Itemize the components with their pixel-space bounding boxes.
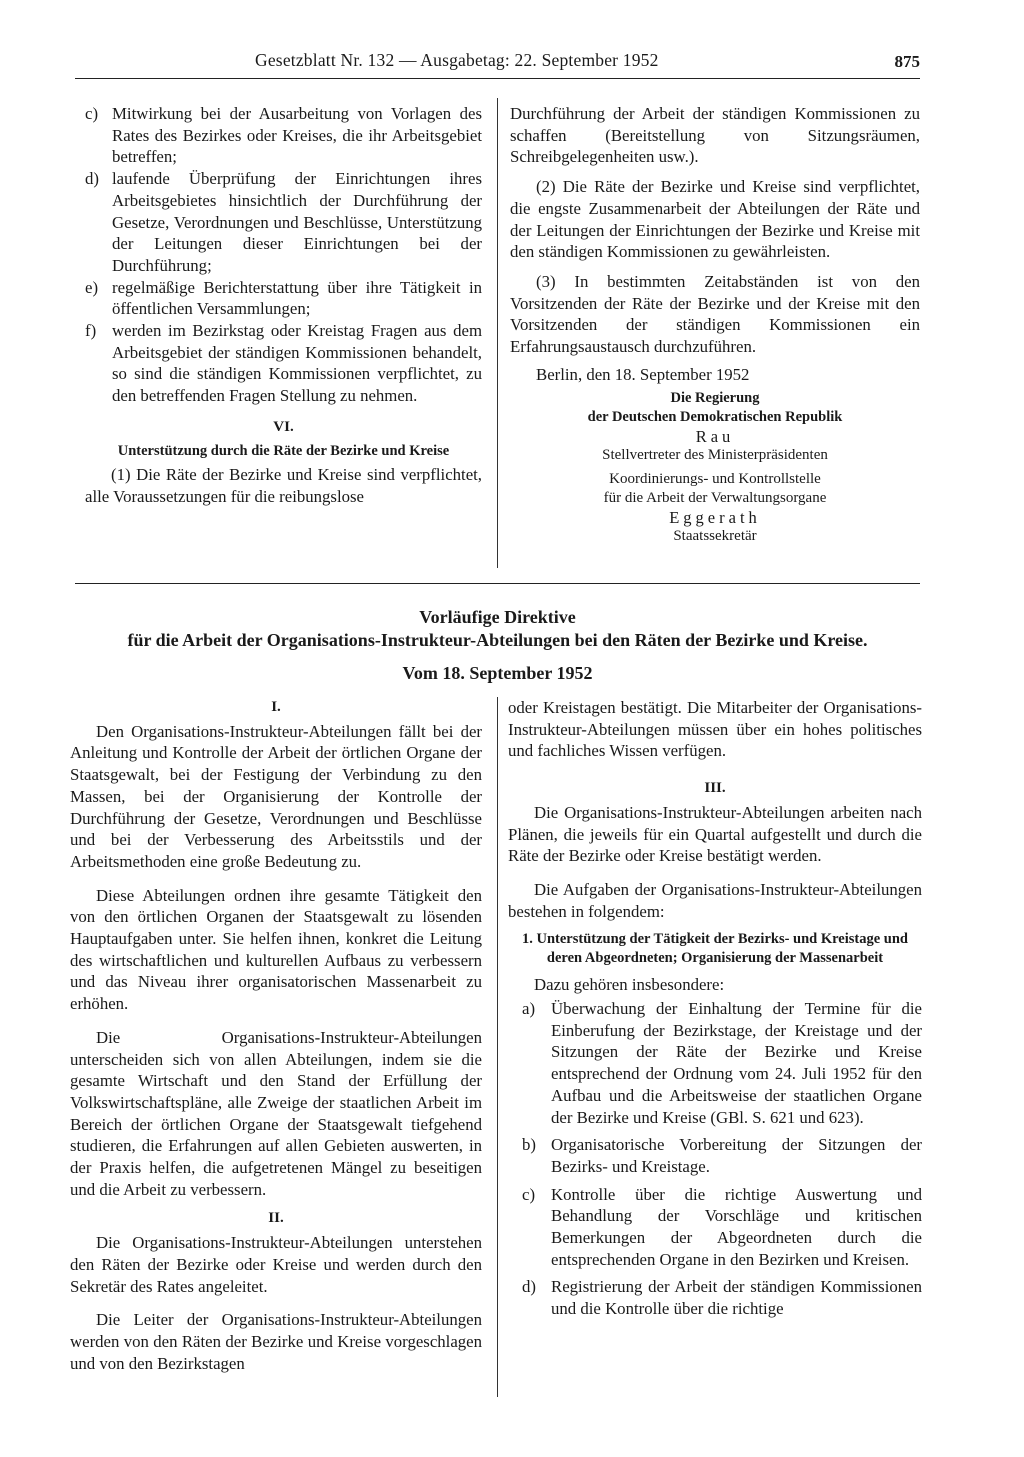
- column-divider: [497, 98, 498, 568]
- list-item: c) Kontrolle über die richtige Auswertung und Behandlung der Vorschläge und kritischen Bemerkungen der Abgeordneten durch die entsprechenden Organe in den Bezirken und Kreisen.: [522, 1184, 922, 1269]
- paragraph: Diese Abteilungen ordnen ihre gesamte Tätigkeit den von den örtlichen Organen der Staatsgewalt zu lösenden Hauptaufgaben unter. Sie helfen ihnen, konkret die Leitung des wirtschaftlichen und kulturellen Aufbaus zu verbessern und das Niveau ihrer organisatorischen Massenarbeit zu erhöhen.: [70, 885, 482, 1014]
- column-divider: [497, 697, 498, 1397]
- section-number-iii: III.: [704, 780, 726, 797]
- signature-org: Die Regierung: [670, 390, 760, 407]
- section-number-ii: II.: [268, 1210, 284, 1227]
- paragraph: Dazu gehören insbesondere:: [534, 975, 725, 995]
- section-rule: [75, 583, 920, 584]
- list-item: d) Registrierung der Arbeit der ständigen Kommissionen und die Kontrolle über die richtige: [522, 1277, 922, 1319]
- paragraph: Den Organisations-Instrukteur-Abteilungen fällt bei der Anleitung und Kontrolle der Arbeit der örtlichen Organe der Staatsgewalt, bei der Festigung der Verbindung zu den Massen, bei der Organisierung der Kontrolle der Durchführung der Gesetze, Verordnungen und Beschlüsse und bei der Verbesserung des Arbeitsstils und der Arbeitsmethoden eine große Bedeutung zu.: [70, 721, 482, 871]
- top-left-column: [85, 103, 482, 508]
- header-title: Gesetzblatt Nr. 132 — Ausgabetag: 22. September 1952: [255, 50, 659, 70]
- subsection-heading: 1. Unterstützung der Tätigkeit der Bezirks- und Kreistage und deren Abgeordneten; Organisierung der Massenarbeit: [521, 931, 908, 967]
- directive-title: Vorläufige Direktive für die Arbeit der Organisations-Instrukteur-Abteilungen bei den Räten der Bezirke und Kreise. Vom 18. September 1952: [127, 607, 868, 683]
- bottom-right-column: [508, 697, 922, 1320]
- section-number-vi: VI.: [273, 418, 294, 435]
- paragraph: (1) Die Räte der Bezirke und Kreise sind verpflichtet, alle Voraussetzungen für die reibungslose: [85, 465, 482, 506]
- section-title-vi: Unterstützung durch die Räte der Bezirke und Kreise: [117, 442, 450, 459]
- list-item: a) Überwachung der Einhaltung der Termine für die Einberufung der Bezirkstage, der Kreistage und der Sitzungen der Räte der Bezirke und Kreise entsprechend der Ordnung vom 24. Juli 1952 für den Aufbau und die Arbeitsweise der staatlichen Organe der Bezirke und Kreise (GBl. S. 621 und 623).: [522, 999, 922, 1127]
- signature-org: der Deutschen Demokratischen Republik: [587, 409, 843, 426]
- signature-office: Koordinierungs- und Kontrollstelle: [609, 471, 821, 488]
- paragraph: Die Organisations-Instrukteur-Abteilungen arbeiten nach Plänen, die jeweils für ein Quartal aufgestellt und durch die Räte der Bezirke oder Kreise bestätigt werden.: [508, 802, 922, 866]
- bottom-left-column: [70, 697, 482, 1374]
- list-item: f) werden im Bezirkstag oder Kreistag Fragen aus dem Arbeitsgebiet der ständigen Kommissionen behandelt, so sind die ständigen Kommissionen verpflichtet, zu den betreffenden Fragen Stellung zu nehmen.: [85, 321, 482, 406]
- page-number: 875: [894, 52, 920, 71]
- signature-role: Stellvertreter des Ministerpräsidenten: [602, 447, 828, 464]
- signature-name: Rau: [695, 427, 735, 447]
- paragraph: Die Organisations-Instrukteur-Abteilungen unterscheiden sich von allen Abteilungen, indem sie die gesamte Wirtschaft und den Stand der Erfüllung der Volkswirtschaftspläne, alle Zweige der staatlichen Arbeit im Bereich der örtlichen Organe der Staatsgewalt tiefgehend studieren, die Erfahrungen auf allen Gebieten auswerten, in der Praxis helfen, die aufgetretenen Mängel zu beseitigen und die Arbeit zu verbessern.: [70, 1027, 482, 1199]
- paragraph: Die Organisations-Instrukteur-Abteilungen unterstehen den Räten der Bezirke oder Kreise und werden durch den Sekretär des Rates angeleitet.: [70, 1233, 482, 1296]
- page-header: [75, 50, 920, 78]
- signature-name: Eggerath: [669, 508, 761, 528]
- signature-office: für die Arbeit der Verwaltungsorgane: [603, 490, 827, 507]
- top-right-column: [510, 103, 920, 546]
- section-number-i: I.: [271, 699, 281, 715]
- list-item: c) Mitwirkung bei der Ausarbeitung von Vorlagen des Rates des Bezirkes oder Kreises, die ihr Arbeitsgebiet betreffen;: [85, 104, 482, 167]
- paragraph: (3) In bestimmten Zeitabständen ist von den Vorsitzenden der Räte der Bezirke und der Kreise mit den Vorsitzenden der ständigen Kommissionen ein Erfahrungsaustausch durchzuführen.: [510, 271, 920, 357]
- paragraph: oder Kreistagen bestätigt. Die Mitarbeiter der Organisations-Instrukteur-Abteilungen müssen über ein hohes politisches und fachliches Wissen verfügen.: [508, 698, 922, 761]
- list-item: b) Organisatorische Vorbereitung der Sitzungen der Bezirks- und Kreistage.: [522, 1135, 922, 1176]
- paragraph: (2) Die Räte der Bezirke und Kreise sind verpflichtet, die engste Zusammenarbeit der Abteilungen der Räte und der Leitungen der Einrichtungen der Bezirke und Kreise mit den ständigen Kommissionen zu gewährleisten.: [510, 177, 920, 262]
- paragraph: Die Aufgaben der Organisations-Instrukteur-Abteilungen bestehen in folgendem:: [508, 879, 922, 921]
- list-item: d) laufende Überprüfung der Einrichtungen ihres Arbeitsgebietes hinsichtlich der Durchführung der Gesetze, Verordnungen und Beschlüsse, Unterstützung der Leitungen dieser Einrichtungen bei der Durchführung;: [85, 169, 482, 275]
- header-rule: [75, 78, 920, 79]
- paragraph: Die Leiter der Organisations-Instrukteur-Abteilungen werden von den Räten der Bezirke und Kreise vorgeschlagen und von den Bezirkstagen: [70, 1310, 482, 1373]
- signature-role: Staatssekretär: [673, 528, 757, 545]
- signature-block: [510, 389, 920, 546]
- list-item: e) regelmäßige Berichterstattung über ihre Tätigkeit in öffentlichen Versammlungen;: [85, 277, 482, 319]
- place-date: Berlin, den 18. September 1952: [536, 364, 750, 384]
- paragraph: Durchführung der Arbeit der ständigen Kommissionen zu schaffen (Bereitstellung von Sitzungsräumen, Schreibgelegenheiten usw.).: [510, 104, 920, 167]
